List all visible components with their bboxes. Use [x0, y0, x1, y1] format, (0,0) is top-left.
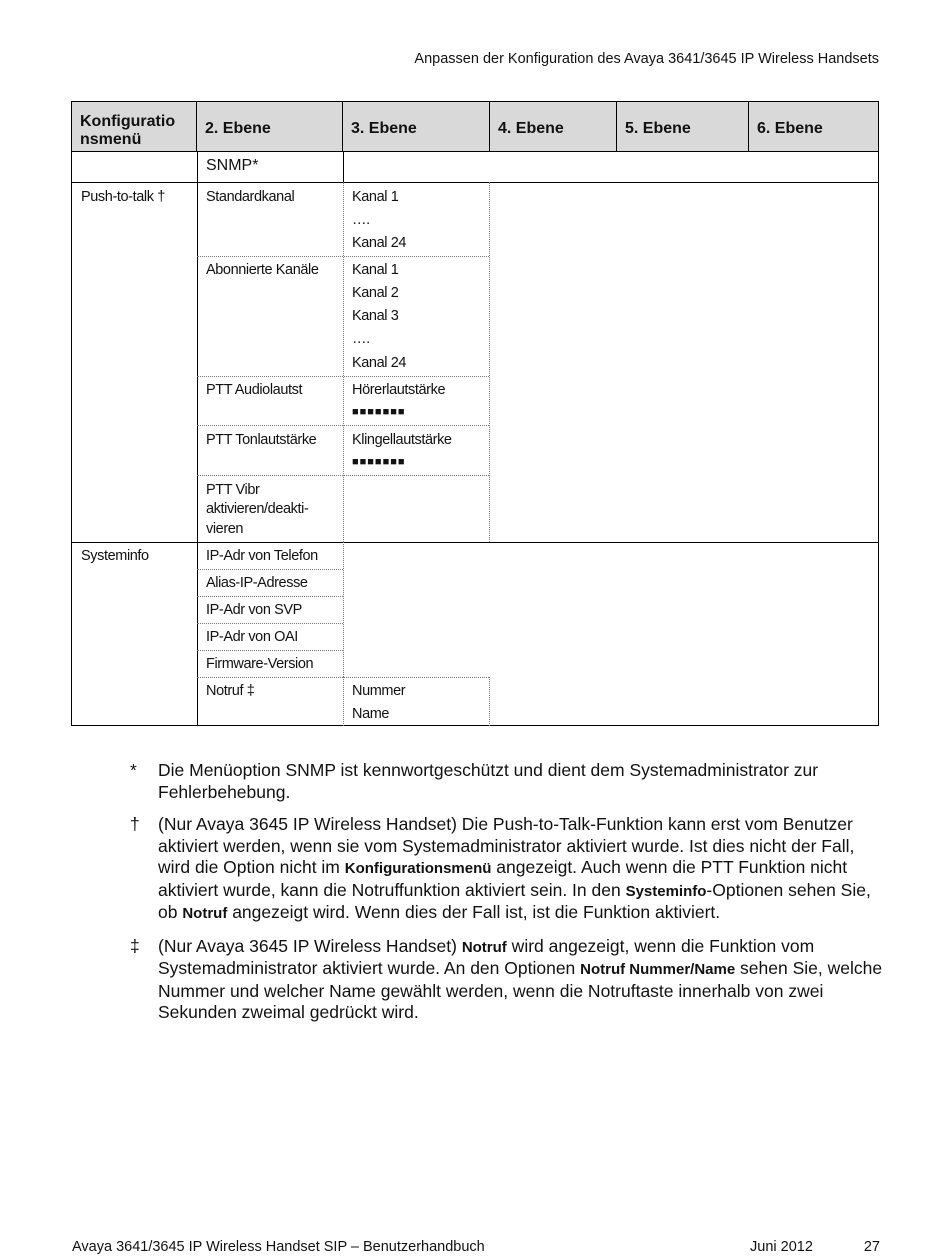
footnote-text: angezeigt. Auch wenn die PTT Funktion nicht aktiviert wurde, kann die Notruffunktion aktiviert sein. In den — [158, 857, 848, 900]
standardkanal-label: Standardkanal — [206, 189, 295, 205]
column-header-level-2: 2. Ebene — [197, 102, 343, 151]
divider — [197, 596, 343, 597]
menu-term: Konfigurationsmenü — [344, 860, 492, 877]
list-item: Name — [352, 706, 390, 722]
divider — [197, 376, 489, 377]
footnote-text: angezeigt wird. Wenn dies der Fall ist, ist die Funktion aktiviert. — [227, 902, 721, 922]
volume-level-bars: ■■■■■■■ — [352, 456, 406, 468]
footnote-ptt — [130, 814, 890, 925]
footnote-symbol: † — [130, 814, 140, 834]
footnote-symbol: * — [130, 760, 137, 780]
divider — [197, 425, 489, 426]
divider — [489, 677, 490, 726]
systeminfo-item: Firmware-Version — [206, 656, 314, 672]
list-item: …. — [352, 212, 370, 228]
column-header-level-6: 6. Ebene — [757, 119, 823, 137]
divider — [343, 152, 344, 182]
divider — [343, 542, 344, 677]
ptt-vibr-line: vieren — [206, 521, 244, 537]
divider — [197, 623, 343, 624]
systeminfo-item: IP-Adr von SVP — [206, 602, 302, 618]
list-item: Kanal 2 — [352, 285, 399, 301]
ptt-label: Push-to-talk † — [81, 189, 165, 205]
list-item: Kanal 3 — [352, 308, 399, 324]
divider — [197, 152, 198, 726]
volume-level-bars: ■■■■■■■ — [352, 406, 406, 418]
systeminfo-item: IP-Adr von OAI — [206, 629, 298, 645]
footnote-text: wird angezeigt, wenn die Funktion vom Systemadministrator aktiviert wurde. An den Optionen — [158, 935, 815, 978]
configuration-menu-table — [71, 101, 879, 726]
list-item: Kanal 24 — [352, 235, 407, 251]
list-item: …. — [352, 331, 370, 347]
column-header-level-5: 5. Ebene — [617, 102, 749, 151]
divider — [489, 182, 490, 542]
divider — [72, 542, 878, 543]
list-item: Kanal 24 — [352, 355, 407, 371]
divider — [197, 256, 489, 257]
footnote-text: (Nur Avaya 3645 IP Wireless Handset) Die Push-to-Talk-Funktion kann erst vom Benutzer aktiviert werden, wenn sie vom Systemadministrator aktiviert wurde. Ist dies nicht der Fall, wird die Option nicht im — [158, 814, 855, 877]
klingellautstaerke-label: Klingellautstärke — [352, 432, 452, 448]
systeminfo-label: Systeminfo — [81, 548, 149, 564]
list-item: Kanal 1 — [352, 262, 399, 278]
snmp-label: SNMP* — [206, 157, 259, 174]
menu-term: Systeminfo — [625, 882, 707, 900]
divider — [197, 569, 343, 570]
column-header-level-3: 3. Ebene — [343, 102, 490, 151]
footnotes — [130, 760, 890, 1035]
footer-date: Juni 2012 — [750, 1239, 813, 1255]
table-header-row — [72, 102, 878, 152]
ptt-ton-label: PTT Tonlautstärke — [206, 432, 317, 448]
column-header-menu: Konfiguratio nsmenü — [72, 102, 197, 151]
notruf-label: Notruf ‡ — [206, 683, 255, 699]
abonnierte-kanaele-label: Abonnierte Kanäle — [206, 262, 319, 278]
hoererlautstaerke-label: Hörerlautstärke — [352, 382, 446, 398]
ptt-audio-label: PTT Audiolautst — [206, 382, 303, 398]
footnote-text: Die Menüoption SNMP ist kennwortgeschützt und dient dem Systemadministrator zur Fehlerbehebung. — [158, 760, 819, 802]
ptt-vibr-line: aktivieren/deakti- — [206, 501, 309, 517]
footnote-text: (Nur Avaya 3645 IP Wireless Handset) — [158, 935, 462, 956]
systeminfo-item: Alias-IP-Adresse — [206, 575, 308, 591]
systeminfo-item: IP-Adr von Telefon — [206, 548, 318, 564]
ptt-vibr-line: PTT Vibr — [206, 482, 260, 498]
menu-term: Notruf — [461, 938, 507, 956]
divider — [197, 475, 489, 476]
divider — [343, 182, 344, 542]
footnote-text: sehen Sie, welche Nummer und welcher Name gewählt werden, wenn die Notruftaste innerhalb von zwei Sekunden zweimal gedrückt wird. — [158, 958, 883, 1022]
footnote-text: -Optionen sehen Sie, ob — [158, 879, 871, 922]
footer-document-title: Avaya 3641/3645 IP Wireless Handset SIP – Benutzerhandbuch — [72, 1239, 485, 1255]
footnote-notruf — [130, 936, 890, 1024]
footnote-snmp — [130, 760, 890, 803]
column-header-level-4: 4. Ebene — [490, 102, 617, 151]
divider — [343, 677, 344, 726]
divider — [197, 650, 343, 651]
list-item: Nummer — [352, 683, 406, 699]
page-header: Anpassen der Konfiguration des Avaya 3641/3645 IP Wireless Handsets — [414, 51, 879, 67]
menu-term: Notruf — [182, 905, 228, 922]
divider — [72, 182, 878, 183]
menu-term: Notruf Nummer/Name — [580, 961, 736, 978]
footnote-symbol: ‡ — [130, 935, 140, 956]
list-item: Kanal 1 — [352, 189, 399, 205]
page-number: 27 — [863, 1239, 880, 1255]
